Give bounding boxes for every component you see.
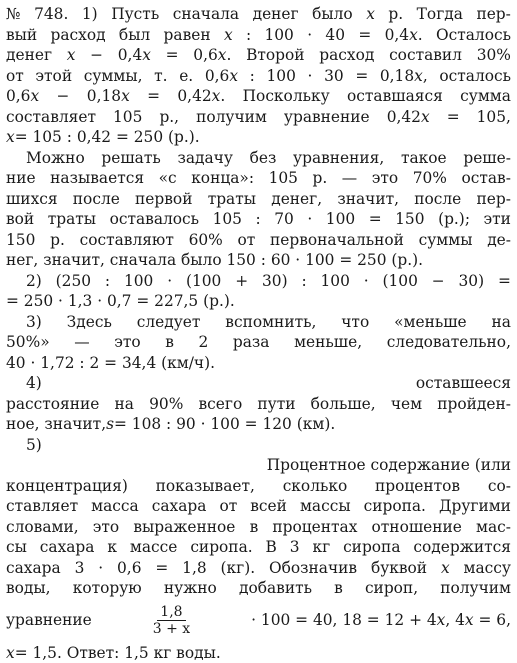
word: которую bbox=[73, 578, 142, 599]
word: т. bbox=[154, 66, 167, 87]
word: сахара bbox=[6, 558, 61, 579]
word: = bbox=[147, 86, 160, 107]
word: от bbox=[238, 230, 256, 251]
word: 0,18x bbox=[87, 86, 130, 107]
word: 0,6x bbox=[6, 86, 39, 107]
text-line bbox=[6, 271, 511, 292]
word: больше, bbox=[311, 394, 376, 415]
text-line bbox=[6, 476, 511, 497]
word: де- bbox=[487, 230, 511, 251]
word: : bbox=[301, 271, 306, 292]
word: (р.); bbox=[438, 209, 470, 230]
word: 105, bbox=[477, 107, 511, 128]
word: всего bbox=[199, 394, 243, 415]
word: − bbox=[57, 86, 70, 107]
word: пути bbox=[257, 394, 295, 415]
word: — bbox=[342, 168, 357, 189]
word: — bbox=[74, 332, 89, 353]
word: расход bbox=[319, 45, 374, 66]
word: такое bbox=[401, 148, 447, 169]
word: раза bbox=[233, 332, 270, 353]
text-line bbox=[6, 66, 511, 87]
word: 2 bbox=[198, 332, 208, 353]
word: был bbox=[119, 25, 150, 46]
word: е. bbox=[179, 66, 193, 87]
word: сироп, bbox=[365, 578, 418, 599]
text-line bbox=[6, 394, 511, 415]
word: 1) bbox=[82, 4, 98, 25]
text-line bbox=[6, 332, 511, 353]
text-line bbox=[6, 148, 511, 169]
word: осталось bbox=[439, 66, 511, 87]
word: · bbox=[364, 271, 369, 292]
word: Тогда bbox=[417, 4, 463, 25]
word: 0,4x bbox=[118, 45, 151, 66]
word: на bbox=[115, 394, 134, 415]
word: · bbox=[98, 558, 103, 579]
text-line bbox=[6, 25, 511, 46]
word: на bbox=[492, 312, 511, 333]
fraction bbox=[150, 604, 193, 637]
word: сколько bbox=[283, 476, 348, 497]
word: 150 bbox=[395, 209, 424, 230]
word: без bbox=[250, 148, 277, 169]
text-line bbox=[6, 189, 511, 210]
word: после bbox=[414, 189, 461, 210]
word: этой bbox=[35, 66, 72, 87]
text-line bbox=[6, 537, 511, 558]
word: после bbox=[73, 189, 120, 210]
word: эти bbox=[484, 209, 511, 230]
word: x bbox=[441, 558, 450, 579]
word: Другими bbox=[439, 496, 511, 517]
word: суммы, bbox=[84, 66, 143, 87]
word: оставалось bbox=[110, 209, 199, 230]
word: получим bbox=[440, 578, 511, 599]
word: словами, bbox=[6, 517, 79, 538]
word: 3) bbox=[26, 312, 42, 333]
word: 30% bbox=[477, 45, 511, 66]
word: чем bbox=[391, 394, 422, 415]
word: значит, bbox=[337, 189, 399, 210]
word: нужно bbox=[164, 578, 217, 599]
word: денег bbox=[253, 4, 299, 25]
word: денег, bbox=[271, 189, 322, 210]
word: 100 bbox=[124, 271, 153, 292]
text-line bbox=[6, 45, 511, 66]
word: Здесь bbox=[67, 312, 112, 333]
word: (100 bbox=[383, 271, 418, 292]
word: отношение bbox=[372, 517, 462, 538]
word: сиропа. bbox=[364, 496, 426, 517]
text-fragment: оставшееся bbox=[416, 373, 511, 394]
word: № bbox=[6, 4, 21, 25]
word: 100 bbox=[264, 25, 293, 46]
word: = bbox=[155, 558, 168, 579]
word: 0,6x. bbox=[193, 45, 231, 66]
text-line bbox=[6, 496, 511, 517]
word: вспомнить, bbox=[225, 312, 316, 333]
text-fragment: уравнение bbox=[6, 610, 92, 631]
word: решать bbox=[101, 148, 160, 169]
word: 100 bbox=[326, 209, 355, 230]
word: сиропа. bbox=[190, 537, 252, 558]
word: со- bbox=[488, 476, 511, 497]
word: в bbox=[334, 578, 343, 599]
word: = bbox=[447, 107, 460, 128]
word: 3 bbox=[75, 558, 85, 579]
word: x bbox=[366, 4, 375, 25]
word: вой bbox=[6, 209, 34, 230]
text-line bbox=[6, 230, 511, 251]
word: 150 bbox=[6, 230, 35, 251]
word: В bbox=[266, 537, 277, 558]
word: 0,42x. bbox=[177, 86, 225, 107]
word: · bbox=[307, 25, 312, 46]
word: 50%» bbox=[6, 332, 50, 353]
word: расстояние bbox=[6, 394, 99, 415]
word: р., bbox=[159, 107, 179, 128]
text-line bbox=[6, 86, 511, 107]
word: называется bbox=[50, 168, 144, 189]
word: − bbox=[432, 271, 445, 292]
text-line: ное, значит, s = 108 : 90 · 100 = 120 (км). bbox=[6, 414, 511, 435]
word: 0,4x. bbox=[385, 25, 423, 46]
word: к bbox=[107, 537, 117, 558]
word: 90% bbox=[149, 394, 183, 415]
word: масса bbox=[91, 496, 139, 517]
word: выраженное bbox=[133, 517, 235, 538]
word: р. bbox=[388, 4, 403, 25]
word: это bbox=[93, 517, 119, 538]
word: 105 bbox=[213, 209, 242, 230]
fraction-denominator: 3 + x bbox=[150, 621, 193, 637]
word: составляет bbox=[6, 107, 96, 128]
word: содержится bbox=[413, 537, 511, 558]
word: Пусть bbox=[111, 4, 159, 25]
word: процентов bbox=[375, 476, 460, 497]
word: · bbox=[308, 66, 313, 87]
word: уравнение bbox=[284, 107, 370, 128]
word: траты bbox=[208, 189, 256, 210]
word: Осталось bbox=[436, 25, 511, 46]
word: 100 bbox=[320, 271, 349, 292]
word: суммы bbox=[419, 230, 473, 251]
word: 105 bbox=[269, 168, 298, 189]
word: мас- bbox=[476, 517, 511, 538]
word: сначала bbox=[173, 4, 239, 25]
word: массы bbox=[300, 496, 351, 517]
word: 0,6 bbox=[117, 558, 141, 579]
word: 1,8 bbox=[182, 558, 206, 579]
word: равен bbox=[164, 25, 211, 46]
word: было bbox=[312, 4, 353, 25]
word: оставшаяся bbox=[347, 86, 443, 107]
word: : bbox=[105, 271, 110, 292]
word: (100 bbox=[186, 271, 221, 292]
word: (кг). bbox=[221, 558, 256, 579]
fraction-numerator: 1,8 bbox=[157, 604, 185, 621]
word: сахара bbox=[40, 537, 95, 558]
word: меньше, bbox=[294, 332, 362, 353]
word: 0,6x bbox=[205, 66, 238, 87]
word: Второй bbox=[246, 45, 304, 66]
answer-line: x = 1,5. Ответ: 1,5 кг воды. bbox=[6, 643, 511, 663]
word: : bbox=[250, 66, 255, 87]
word: массе bbox=[130, 537, 178, 558]
item-number: 4) bbox=[6, 373, 42, 394]
word: расход bbox=[51, 25, 106, 46]
word: 2) bbox=[26, 271, 42, 292]
word: р. bbox=[50, 230, 65, 251]
word: · bbox=[167, 271, 172, 292]
word: «с bbox=[159, 168, 177, 189]
word: массу bbox=[464, 558, 511, 579]
word: 748. bbox=[34, 4, 68, 25]
item-number: 5) bbox=[6, 435, 511, 456]
word: буквой bbox=[371, 558, 427, 579]
word: = bbox=[358, 25, 371, 46]
word: задачу bbox=[177, 148, 232, 169]
solution-text bbox=[6, 4, 511, 663]
text-line: = 250 · 1,3 · 0,7 = 227,5 (р.). bbox=[6, 291, 511, 312]
word: 100 bbox=[267, 66, 296, 87]
word: от bbox=[219, 496, 237, 517]
word: Обозначив bbox=[269, 558, 357, 579]
word: − bbox=[90, 45, 103, 66]
word: следовательно, bbox=[387, 332, 511, 353]
word: : bbox=[256, 209, 261, 230]
word: сы bbox=[6, 537, 27, 558]
word: реше- bbox=[463, 148, 511, 169]
word: процентах bbox=[272, 517, 357, 538]
word: первоначальной bbox=[270, 230, 404, 251]
word: 30 bbox=[324, 66, 344, 87]
word: пер- bbox=[477, 189, 511, 210]
text-line bbox=[6, 517, 511, 538]
word: 60% bbox=[189, 230, 223, 251]
word: пер- bbox=[476, 4, 510, 25]
text-line: нег, значит, сначала было 150 : 60 · 100 = 250 (р.). bbox=[6, 250, 511, 271]
word: уравнения, bbox=[293, 148, 384, 169]
word: 30) bbox=[262, 271, 288, 292]
word: что bbox=[341, 312, 369, 333]
text-line: Процентное содержание (или bbox=[6, 455, 511, 476]
word: = bbox=[166, 45, 179, 66]
word: остав- bbox=[461, 168, 510, 189]
word: концентрация) bbox=[6, 476, 128, 497]
word: 30) bbox=[459, 271, 485, 292]
word: шихся bbox=[6, 189, 58, 210]
word: 70 bbox=[274, 209, 294, 230]
word: кг bbox=[312, 537, 330, 558]
word: 40 bbox=[325, 25, 345, 46]
word: составил bbox=[389, 45, 462, 66]
word: это bbox=[372, 168, 398, 189]
text-line bbox=[6, 107, 511, 128]
word: получим bbox=[196, 107, 267, 128]
word: : bbox=[246, 25, 251, 46]
word: это bbox=[114, 332, 140, 353]
word: воды, bbox=[6, 578, 51, 599]
word: сиропа bbox=[343, 537, 400, 558]
word: от bbox=[6, 66, 24, 87]
text-line bbox=[6, 373, 511, 394]
word: + bbox=[235, 271, 248, 292]
equation-line bbox=[6, 599, 511, 643]
word: ние bbox=[6, 168, 36, 189]
text-fragment: · 100 = 40, 18 = 12 + 4x, 4x = 6, bbox=[251, 610, 511, 631]
text-line: x = 105 : 0,42 = 250 (р.). bbox=[6, 127, 511, 148]
word: первой bbox=[135, 189, 192, 210]
word: x bbox=[67, 45, 76, 66]
word: конца»: bbox=[191, 168, 254, 189]
word: сахара bbox=[152, 496, 207, 517]
word: всей bbox=[250, 496, 287, 517]
word: в bbox=[250, 517, 259, 538]
text-line bbox=[6, 4, 511, 25]
word: траты bbox=[48, 209, 96, 230]
word: = bbox=[369, 209, 382, 230]
word: = bbox=[498, 271, 511, 292]
word: 0,18x, bbox=[380, 66, 428, 87]
word: Поскольку bbox=[243, 86, 330, 107]
text-line bbox=[6, 209, 511, 230]
text-line bbox=[6, 578, 511, 599]
word: следует bbox=[137, 312, 201, 333]
word: 0,42x bbox=[387, 107, 430, 128]
word: 105 bbox=[113, 107, 142, 128]
word: 70% bbox=[413, 168, 447, 189]
word: ставляет bbox=[6, 496, 78, 517]
word: р. bbox=[313, 168, 328, 189]
word: составляют bbox=[80, 230, 174, 251]
text-line bbox=[6, 168, 511, 189]
word: показывает, bbox=[156, 476, 255, 497]
word: пройден- bbox=[437, 394, 511, 415]
text-line bbox=[6, 312, 511, 333]
word: вый bbox=[6, 25, 37, 46]
word: 3 bbox=[290, 537, 300, 558]
word: x bbox=[224, 25, 233, 46]
word: Можно bbox=[26, 148, 85, 169]
word: = bbox=[355, 66, 368, 87]
text-line bbox=[6, 558, 511, 579]
word: (250 bbox=[56, 271, 91, 292]
word: денег bbox=[6, 45, 52, 66]
text-line: 40 · 1,72 : 2 = 34,4 (км/ч). bbox=[6, 353, 511, 374]
word: добавить bbox=[239, 578, 312, 599]
word: сумма bbox=[460, 86, 511, 107]
word: в bbox=[165, 332, 174, 353]
word: · bbox=[307, 209, 312, 230]
word: «меньше bbox=[394, 312, 467, 333]
